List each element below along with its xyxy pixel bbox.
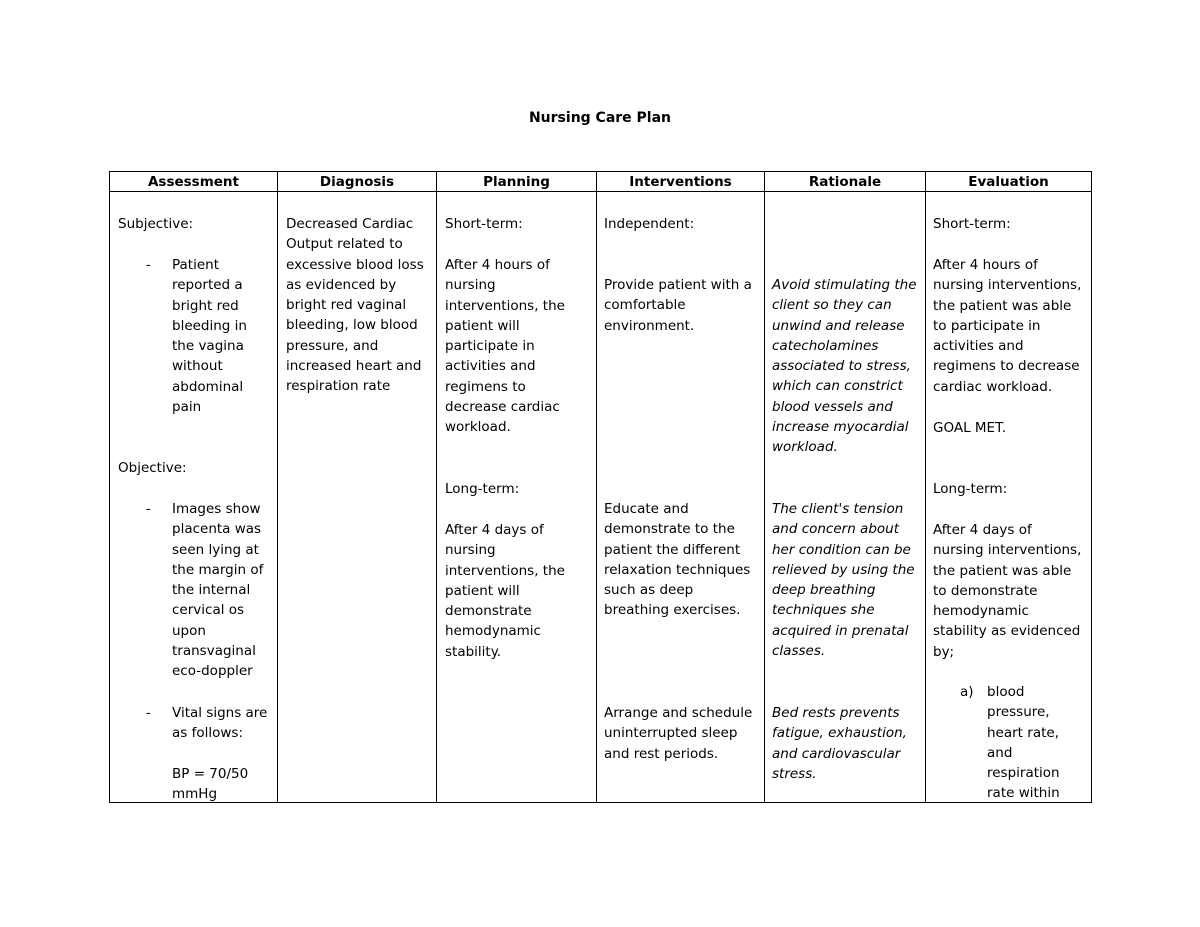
page-title: Nursing Care Plan	[528, 110, 672, 126]
interventions-cell	[597, 192, 765, 803]
planning-long-text: After 4 days of nursing interventions, the patient will demonstrate hemodynamic stability.	[445, 522, 565, 660]
table-row	[110, 192, 1092, 803]
diagnosis-text: Decreased Cardiac Output related to excessive blood loss as evidenced by bright red vaginal bleeding, low blood pressure, and increased heart and respiration rate	[286, 216, 424, 395]
rationale-item: Avoid stimulating the client so they can unwind and release catecholamines associated to stress, which can constrict blood vessels and increase myocardial workload.	[772, 277, 917, 456]
vital-bp: BP = 70/50 mmHg	[172, 766, 249, 803]
bullet-dash: -	[146, 257, 151, 273]
evaluation-long-label: Long-term:	[933, 481, 1008, 497]
intervention-item: Provide patient with a comfortable environment.	[604, 277, 752, 334]
header-assessment: Assessment	[110, 172, 278, 192]
diagnosis-cell	[278, 192, 437, 803]
planning-cell	[437, 192, 597, 803]
header-row	[110, 172, 1092, 192]
header-evaluation: Evaluation	[926, 172, 1092, 192]
header-diagnosis: Diagnosis	[278, 172, 437, 192]
evaluation-sub-item: blood pressure, heart rate, and respiration rate within	[987, 684, 1060, 802]
header-planning: Planning	[437, 172, 597, 192]
header-interventions: Interventions	[597, 172, 765, 192]
care-plan-table	[109, 171, 1092, 803]
header-rationale: Rationale	[765, 172, 926, 192]
subjective-item: Patient reported a bright red bleeding in the vagina without abdominal pain	[172, 257, 247, 416]
bullet-dash: -	[146, 501, 151, 517]
subjective-label: Subjective:	[118, 216, 194, 232]
objective-item-vitals: Vital signs are as follows:	[172, 705, 268, 742]
list-marker: a)	[960, 684, 974, 700]
planning-short-label: Short-term:	[445, 216, 523, 232]
objective-label: Objective:	[118, 460, 187, 476]
intervention-item: Arrange and schedule uninterrupted sleep and rest periods.	[604, 705, 753, 762]
planning-long-label: Long-term:	[445, 481, 520, 497]
rationale-cell	[765, 192, 926, 803]
rationale-item: The client's tension and concern about her condition can be relieved by using the deep breathing techniques she acquired in prenatal classes.	[772, 501, 915, 660]
evaluation-short-text: After 4 hours of nursing interventions, the patient was able to participate in activities and regimens to decrease cardiac workload.	[933, 257, 1082, 395]
goal-met-text: GOAL MET.	[933, 420, 1007, 436]
interventions-label: Independent:	[604, 216, 695, 232]
rationale-item: Bed rests prevents fatigue, exhaustion, and cardiovascular stress.	[772, 705, 907, 782]
evaluation-long-text: After 4 days of nursing interventions, the patient was able to demonstrate hemodynamic stability as evidenced by;	[933, 522, 1082, 660]
bullet-dash: -	[146, 705, 151, 721]
objective-item-imaging: Images show placenta was seen lying at the margin of the internal cervical os upon transvaginal eco-doppler	[172, 501, 264, 680]
evaluation-cell	[926, 192, 1092, 803]
evaluation-short-label: Short-term:	[933, 216, 1011, 232]
intervention-item: Educate and demonstrate to the patient the different relaxation techniques such as deep breathing exercises.	[604, 501, 751, 619]
assessment-cell	[110, 192, 278, 803]
planning-short-text: After 4 hours of nursing interventions, the patient will participate in activities and regimens to decrease cardiac workload.	[445, 257, 565, 436]
